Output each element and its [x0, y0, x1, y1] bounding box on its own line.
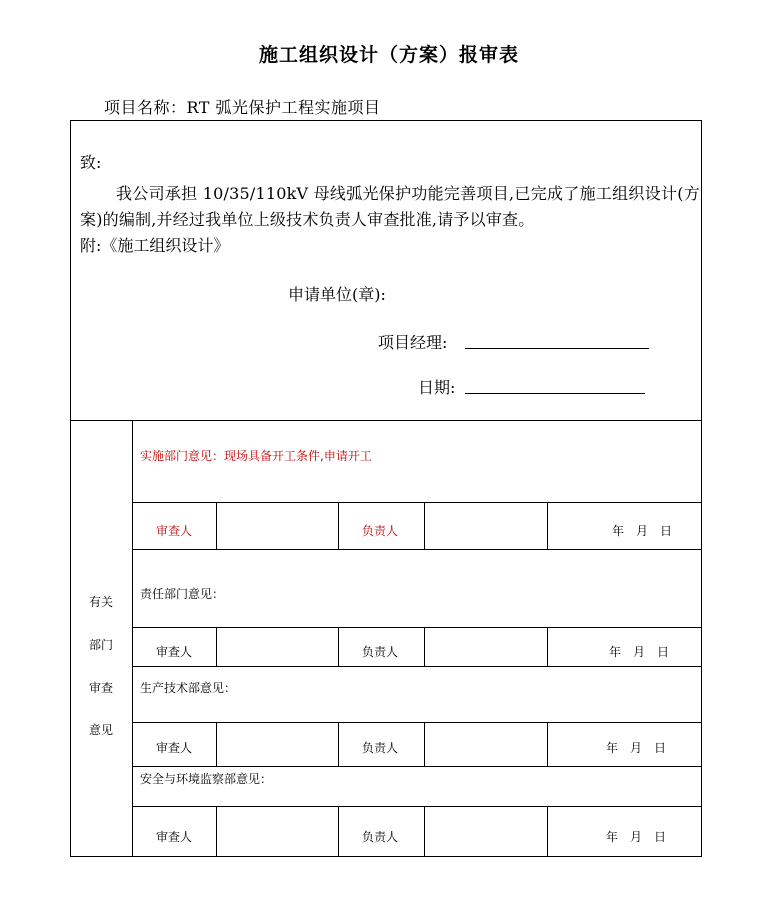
implementation-dept-opinion: 实施部门意见：现场具备开工条件,申请开工: [140, 449, 372, 463]
cell-divider: [424, 502, 425, 549]
row-divider: [132, 766, 702, 767]
cell-divider: [424, 627, 425, 666]
side-column-divider: [132, 421, 133, 857]
cell-divider: [216, 722, 217, 766]
cell-divider: [547, 627, 548, 666]
row-divider: [132, 627, 702, 628]
cell-divider: [216, 502, 217, 549]
cell-divider: [338, 806, 339, 857]
cell-divider: [424, 722, 425, 766]
side-label-line: 意见: [89, 723, 114, 737]
row-divider: [132, 549, 702, 550]
cell-divider: [338, 722, 339, 766]
cell-divider: [216, 806, 217, 857]
application-box: [70, 120, 702, 421]
reviewer-label: 审查人: [156, 830, 193, 844]
row-divider: [132, 722, 702, 723]
project-manager-label: 项目经理:: [378, 333, 448, 352]
application-body: 我公司承担 10/35/110kV 母线弧光保护功能完善项目,已完成了施工组织设计(方案)的编制,并经过我单位上级技术负责人审查批准,请予以审查。: [80, 184, 700, 229]
row-divider: [132, 806, 702, 807]
reviewer-label: 审查人: [156, 741, 193, 755]
date-field: 年 月 日: [606, 830, 667, 844]
cell-divider: [424, 806, 425, 857]
responsible-label: 负责人: [362, 645, 399, 659]
reviewer-label: 审查人: [156, 645, 193, 659]
date-field: 年 月 日: [606, 741, 667, 755]
responsible-dept-opinion: 责任部门意见：: [140, 587, 225, 601]
reviewer-label: 审查人: [156, 524, 193, 538]
side-label-line: 审查: [89, 681, 114, 695]
applicant-unit-label: 申请单位(章):: [288, 285, 386, 304]
cell-divider: [547, 722, 548, 766]
safety-env-dept-opinion: 安全与环境监察部意见：: [140, 772, 273, 786]
attachment-line: 附:《施工组织设计》: [80, 236, 230, 255]
cell-divider: [547, 806, 548, 857]
row-divider: [132, 666, 702, 667]
review-table: [70, 421, 702, 857]
date-line[interactable]: [465, 392, 645, 394]
responsible-label: 负责人: [362, 524, 399, 538]
form-title: 施工组织设计（方案）报审表: [258, 44, 519, 66]
side-label-line: 部门: [89, 638, 114, 652]
date-label: 日期:: [418, 378, 456, 397]
project-name: 项目名称：RT 弧光保护工程实施项目: [104, 98, 381, 117]
date-field: 年 月 日: [612, 524, 673, 538]
cell-divider: [338, 502, 339, 549]
project-manager-line[interactable]: [465, 347, 649, 349]
row-divider: [132, 502, 702, 503]
date-field: 年 月 日: [609, 645, 670, 659]
side-label-line: 有关: [89, 595, 114, 609]
cell-divider: [547, 502, 548, 549]
cell-divider: [216, 627, 217, 666]
cell-divider: [338, 627, 339, 666]
responsible-label: 负责人: [362, 741, 399, 755]
production-tech-dept-opinion: 生产技术部意见：: [140, 681, 237, 695]
responsible-label: 负责人: [362, 830, 399, 844]
addressee-label: 致:: [80, 153, 102, 172]
